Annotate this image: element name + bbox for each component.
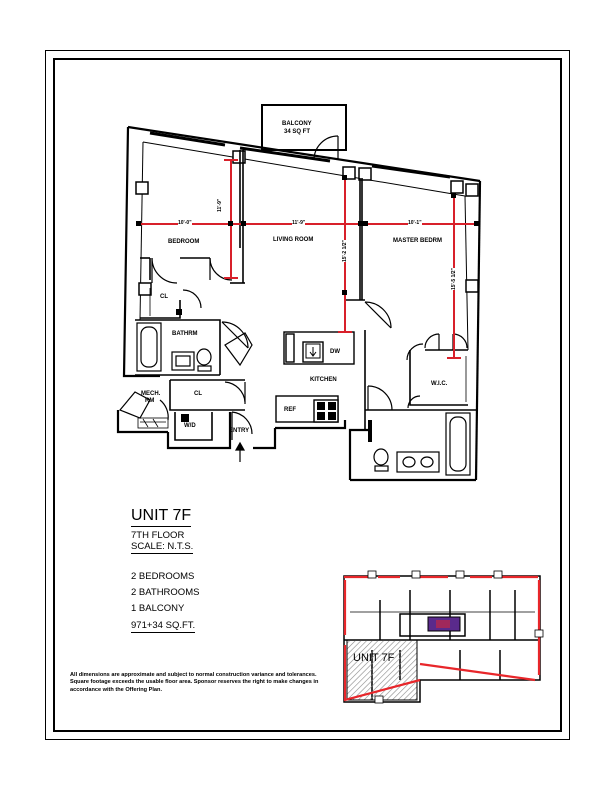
unit-area: [131, 621, 195, 631]
appliance-label-refrigerator: REF: [284, 407, 296, 413]
unit-bathrooms: 2 BATHROOMS: [131, 587, 200, 598]
key-plan-unit-label: UNIT 7F: [353, 652, 395, 664]
room-label-mech-room: MECH.: [141, 391, 161, 397]
room-label-bedroom: BEDROOM: [168, 239, 200, 245]
room-label-closet: CL: [160, 294, 168, 300]
room-label-kitchen: KITCHEN: [310, 377, 337, 383]
dimension-living-depth: 15'-2 1/2": [342, 240, 348, 262]
room-label-entry: ENTRY: [229, 428, 250, 434]
dimension-master-width: 10'-1": [408, 220, 422, 226]
unit-area-text: 971+34 SQ.FT.: [131, 620, 196, 631]
disclaimer-text: All dimensions are approximate and subject to normal construction variance and tolerances. Square footage exceeds the usable floor area. Sponsor reserves the right to make changes in accordance with the Offering Plan.: [70, 672, 319, 693]
unit-bedrooms: 2 BEDROOMS: [131, 571, 195, 582]
room-label-washer-dryer: W/D: [184, 423, 196, 429]
balcony-label: BALCONY: [282, 121, 312, 127]
exterior-walls: [118, 127, 480, 480]
dimension-living-width: 11'-9": [292, 220, 306, 226]
dimension-ticks: [136, 175, 479, 295]
appliance-label-dishwasher: DW: [330, 349, 340, 355]
key-plan: [341, 571, 543, 703]
entry-arrow-icon: [236, 443, 244, 462]
room-label-bathroom: BATHRM: [172, 331, 198, 337]
room-label-walk-in-closet: W.I.C.: [431, 381, 448, 387]
room-label-mech-room-2: RM: [145, 398, 155, 404]
dimension-bedroom-depth: 11'-9": [217, 198, 223, 212]
room-label-hall-closet: CL: [194, 391, 202, 397]
doors: [120, 136, 467, 440]
unit-floor: [131, 531, 184, 541]
unit-balconies: 1 BALCONY: [131, 603, 185, 614]
room-label-master-bedroom: MASTER BEDRM: [393, 238, 442, 244]
closet-shelving: [138, 288, 466, 428]
unit-floor-text: 7TH FLOOR: [131, 530, 185, 541]
dimension-master-depth: 15'-5 1/2": [451, 268, 457, 290]
room-label-living-room: LIVING ROOM: [273, 237, 314, 243]
balcony-area-label: 34 SQ FT: [284, 129, 311, 135]
balcony: [262, 105, 346, 150]
dimension-bedroom-width: 10'-0": [178, 220, 192, 226]
sink-icon: [306, 344, 320, 358]
unit-scale: [131, 542, 193, 552]
unit-title: UNIT 7F: [131, 508, 191, 527]
unit-scale-text: SCALE: N.T.S.: [131, 541, 194, 552]
